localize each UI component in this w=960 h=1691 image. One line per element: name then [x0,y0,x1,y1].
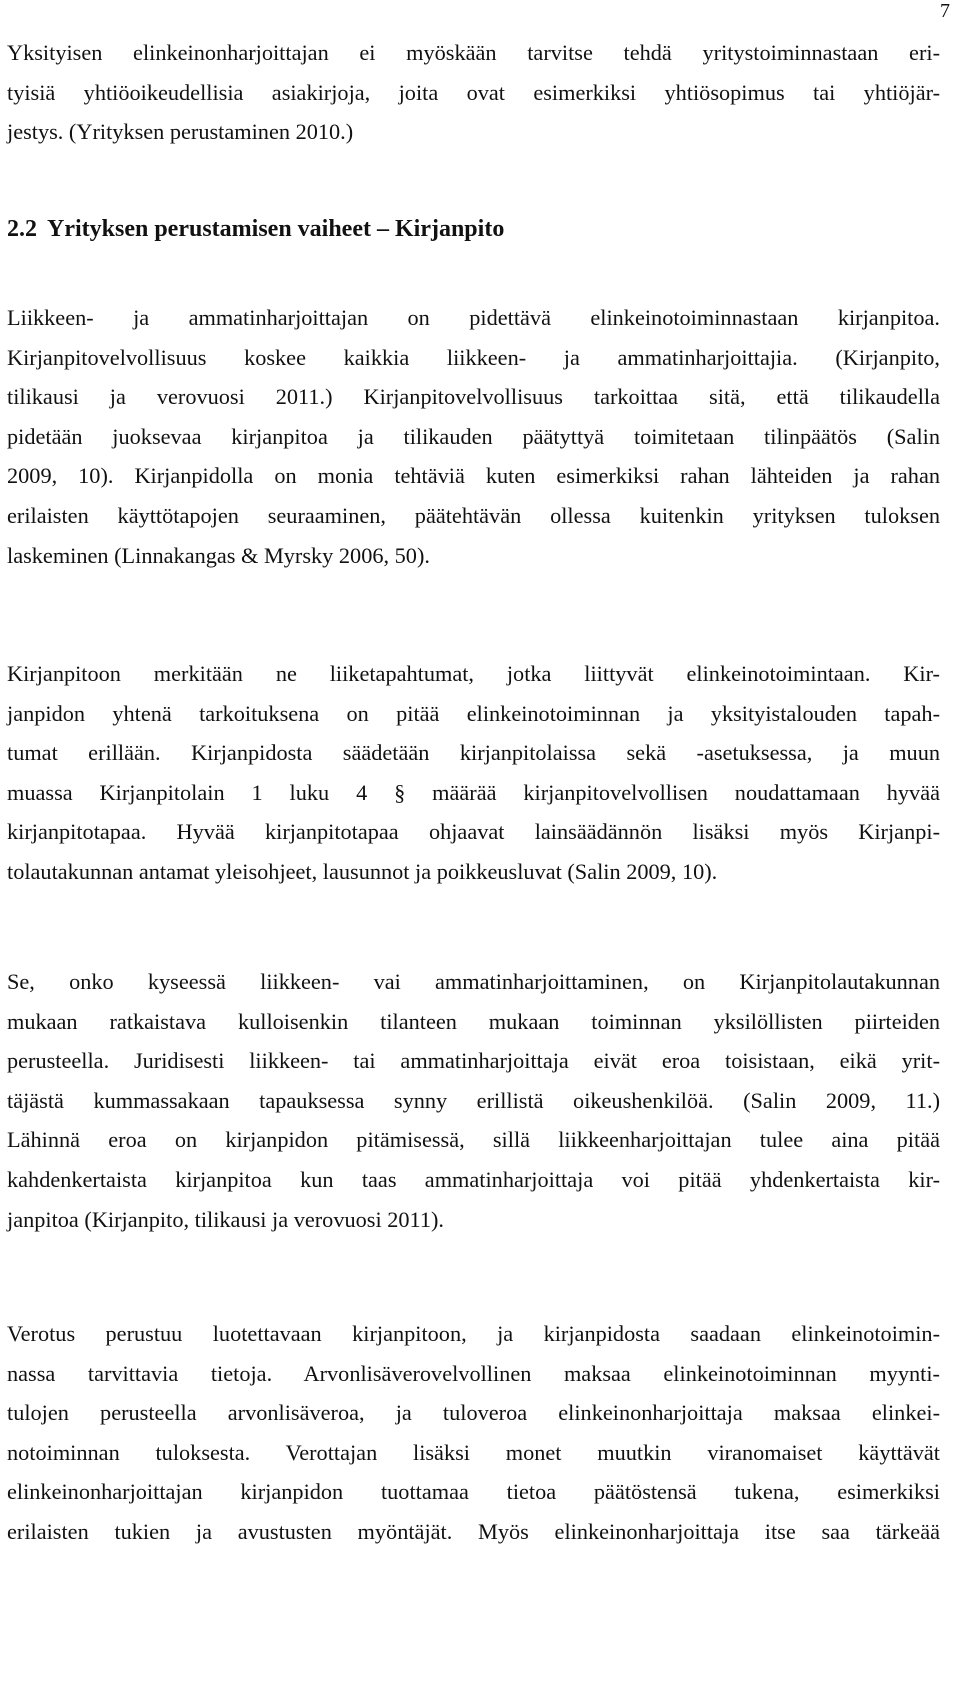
text-line: nassa tarvittavia tietoja. Arvonlisäverovelvollinen maksaa elinkeinotoiminnan myynti- [7,1360,940,1386]
text-line: tulojen perusteella arvonlisäveroa, ja tuloveroa elinkeinonharjoittaja maksaa elinkei- [7,1400,940,1426]
text-line: jestys. (Yrityksen perustaminen 2010.) [7,119,354,145]
text-line: perusteella. Juridisesti liikkeen- tai ammatinharjoittaja eivät eroa toisistaan, eikä yrit- [7,1048,940,1074]
section-heading [7,210,504,248]
text-line: kahdenkertaista kirjanpitoa kun taas ammatinharjoittaja voi pitää yhdenkertaista kir- [7,1166,940,1192]
text-line: notoiminnan tuloksesta. Verottajan lisäksi monet muutkin viranomaiset käyttävät [7,1439,940,1465]
page-number: 7 [940,0,950,22]
text-line: erilaisten käyttötapojen seuraaminen, päätehtävän ollessa kuitenkin yrityksen tuloksen [7,502,940,528]
text-line: laskeminen (Linnakangas & Myrsky 2006, 50). [7,542,430,568]
text-line: mukaan ratkaistava kulloisenkin tilanteen mukaan toiminnan yksilöllisten piirteiden [7,1008,940,1034]
paragraph-recorded-transactions [7,654,940,892]
text-line: täjästä kummassakaan tapauksessa synny erillistä oikeushenkilöä. (Salin 2009, 11.) [7,1087,940,1113]
text-line: kirjanpitotapaa. Hyvää kirjanpitotapaa ohjaavat lainsäädännön lisäksi myös Kirjanpi- [7,819,940,845]
text-line: 2009, 10). Kirjanpidolla on monia tehtäviä kuten esimerkiksi rahan lähteiden ja rahan [7,463,940,489]
section-number: 2.2 [7,216,37,242]
text-line: tumat erillään. Kirjanpidosta säädetään kirjanpitolaissa sekä -asetuksessa, ja muun [7,740,940,766]
text-line: tilikausi ja verovuosi 2011.) Kirjanpitovelvollisuus tarkoittaa sitä, että tilikaudella [7,384,940,410]
text-line: muassa Kirjanpitolain 1 luku 4 § määrää kirjanpitovelvollisen noudattamaan hyvää [7,779,940,805]
text-line: tyisiä yhtiöoikeudellisia asiakirjoja, joita ovat esimerkiksi yhtiösopimus tai yhtiöjär- [7,79,940,105]
text-line: Liikkeen- ja ammatinharjoittajan on pidettävä elinkeinotoiminnastaan kirjanpitoa. [7,305,940,330]
text-line: Kirjanpitovelvollisuus koskee kaikkia liikkeen- ja ammatinharjoittajia. (Kirjanpito, [7,344,940,370]
paragraph-intro [7,33,940,152]
paragraph-business-vs-profession [7,962,940,1239]
text-line: Yksityisen elinkeinonharjoittajan ei myöskään tarvitse tehdä yritystoiminnastaan eri- [7,40,940,65]
text-line: erilaisten tukien ja avustusten myöntäjät. Myös elinkeinonharjoittaja itse saa tärkeää [7,1518,940,1544]
text-line: Kirjanpitoon merkitään ne liiketapahtumat, jotka liittyvät elinkeinotoimintaan. Kir- [7,661,940,686]
text-line: Verotus perustuu luotettavaan kirjanpitoon, ja kirjanpidosta saadaan elinkeinotoimin- [7,1321,940,1346]
paragraph-bookkeeping-duty [7,298,940,575]
text-line: tolautakunnan antamat yleisohjeet, lausunnot ja poikkeusluvat (Salin 2009, 10). [7,858,718,884]
section-title: Yrityksen perustamisen vaiheet – Kirjanpito [47,216,505,242]
paragraph-taxation [7,1314,940,1552]
text-line: janpitoa (Kirjanpito, tilikausi ja verovuosi 2011). [7,1206,444,1232]
text-line: Lähinnä eroa on kirjanpidon pitämisessä, sillä liikkeenharjoittajan tulee aina pitää [7,1127,940,1153]
text-line: pidetään juoksevaa kirjanpitoa ja tilikauden päätyttyä toimitetaan tilinpäätös (Salin [7,423,940,449]
text-line: janpidon yhtenä tarkoituksena on pitää elinkeinotoiminnan ja yksityistalouden tapah- [7,700,940,726]
text-line: elinkeinonharjoittajan kirjanpidon tuottamaa tietoa päätöstensä tukena, esimerkiksi [7,1479,940,1505]
text-line: Se, onko kyseessä liikkeen- vai ammatinharjoittaminen, on Kirjanpitolautakunnan [7,969,940,994]
